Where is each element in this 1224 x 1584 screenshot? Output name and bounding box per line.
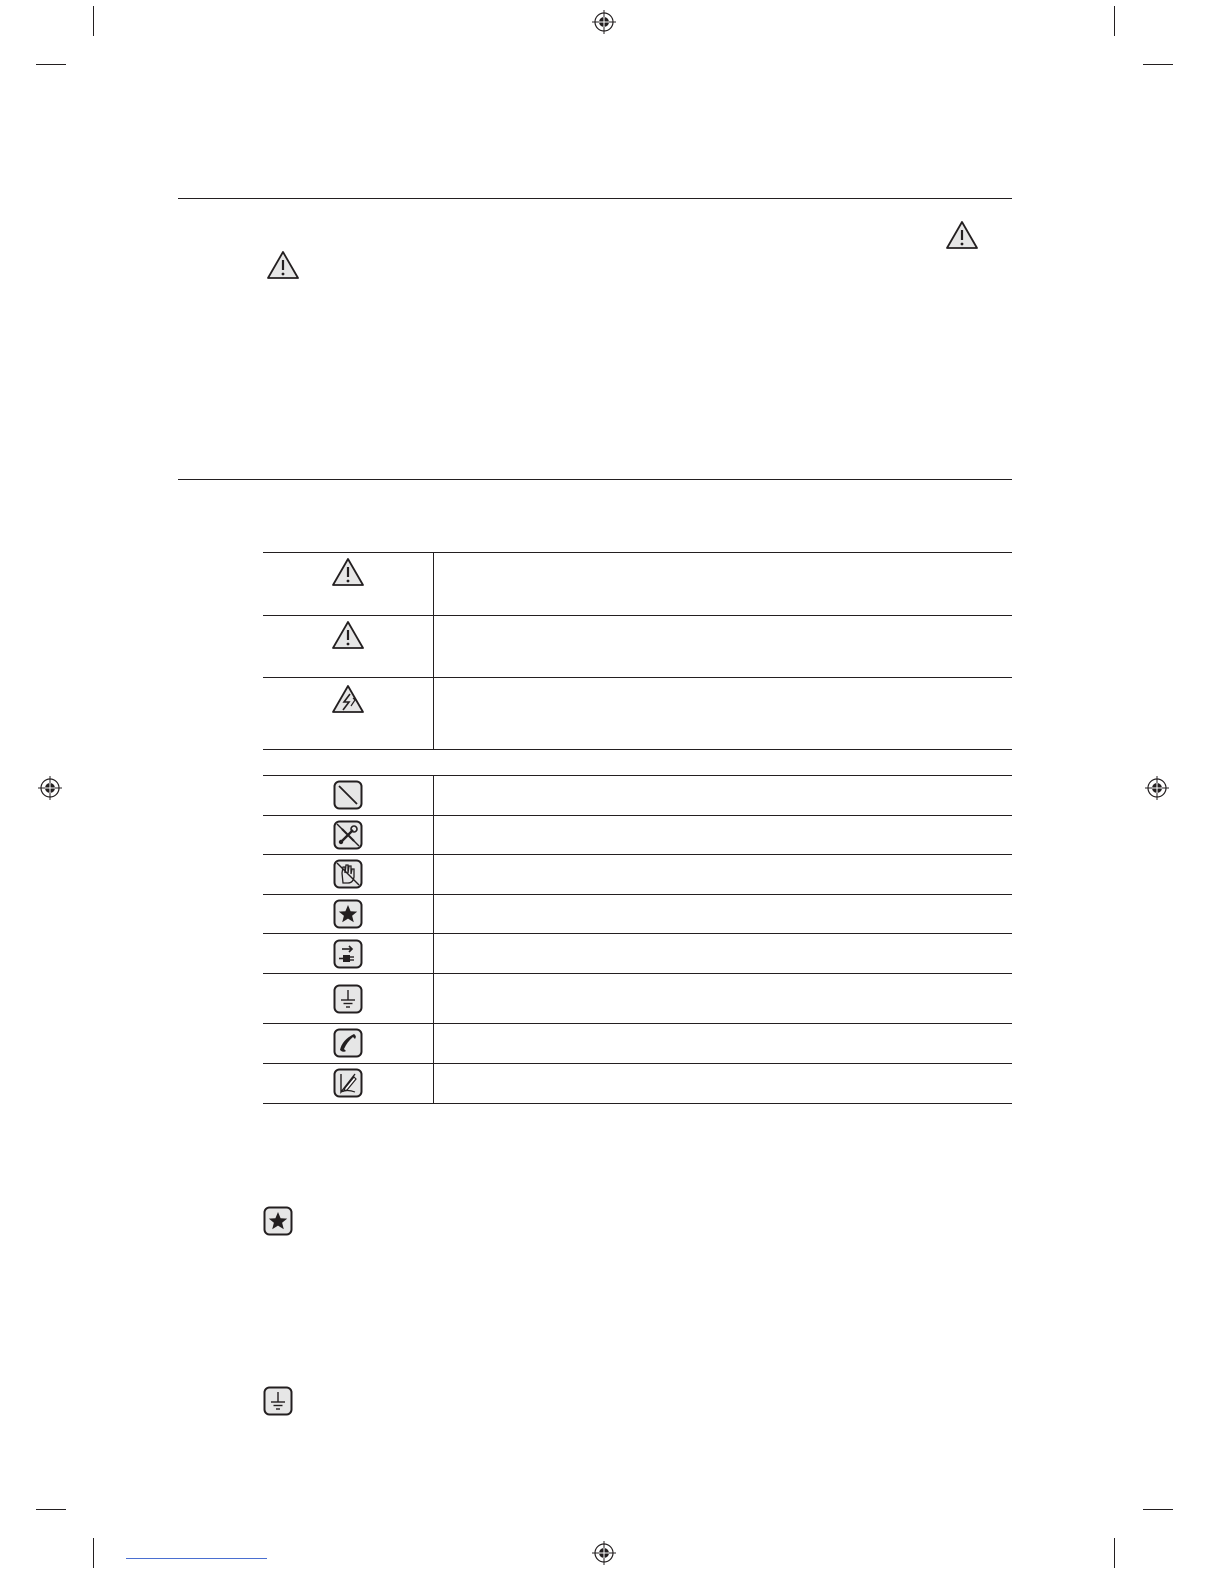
electric-shock-warning-icon: [331, 684, 365, 714]
crop-mark-top-right-vertical: [1114, 6, 1115, 36]
crop-mark-top-left-horizontal: [36, 64, 66, 65]
table-column-divider: [433, 775, 434, 1103]
crop-mark-top-left-vertical: [93, 6, 94, 36]
warning-triangle-icon: [331, 620, 365, 650]
table-rule: [263, 677, 1012, 678]
section-bottom-rule: [178, 479, 1012, 480]
table-rule: [263, 854, 1012, 855]
prohibited-icon: [333, 780, 363, 810]
crop-mark-bottom-left-vertical: [93, 1538, 94, 1568]
crop-mark-bottom-left-horizontal: [36, 1509, 66, 1510]
table-rule: [263, 615, 1012, 616]
crop-mark-bottom-right-vertical: [1114, 1538, 1115, 1568]
contact-service-icon: [333, 1028, 363, 1058]
registration-mark-icon: [38, 776, 62, 800]
ground-icon: [263, 1386, 293, 1416]
footer-link-underline[interactable]: [126, 1558, 267, 1559]
warning-triangle-icon: [331, 557, 365, 587]
follow-directions-star-icon: [333, 899, 363, 929]
table-rule: [263, 1103, 1012, 1104]
note-icon: [333, 1068, 363, 1098]
table-rule: [263, 749, 1012, 750]
warning-triangle-icon: [266, 250, 300, 280]
do-not-disassemble-icon: [333, 820, 363, 850]
ground-icon: [333, 984, 363, 1014]
table-rule: [263, 815, 1012, 816]
registration-mark-icon: [592, 1541, 616, 1565]
table-rule: [263, 1023, 1012, 1024]
table-rule: [263, 1063, 1012, 1064]
table-column-divider: [433, 552, 434, 749]
do-not-touch-icon: [333, 859, 363, 889]
follow-directions-star-icon: [263, 1206, 293, 1236]
registration-mark-icon: [1145, 776, 1169, 800]
table-rule: [263, 894, 1012, 895]
table-rule: [263, 933, 1012, 934]
unplug-power-icon: [333, 939, 363, 969]
warning-triangle-icon: [945, 220, 979, 250]
crop-mark-top-right-horizontal: [1143, 64, 1173, 65]
table-rule: [263, 973, 1012, 974]
crop-mark-bottom-right-horizontal: [1143, 1509, 1173, 1510]
table-rule: [263, 552, 1012, 553]
section-top-rule: [178, 198, 1012, 199]
table-rule: [263, 775, 1012, 776]
registration-mark-icon: [592, 10, 616, 34]
